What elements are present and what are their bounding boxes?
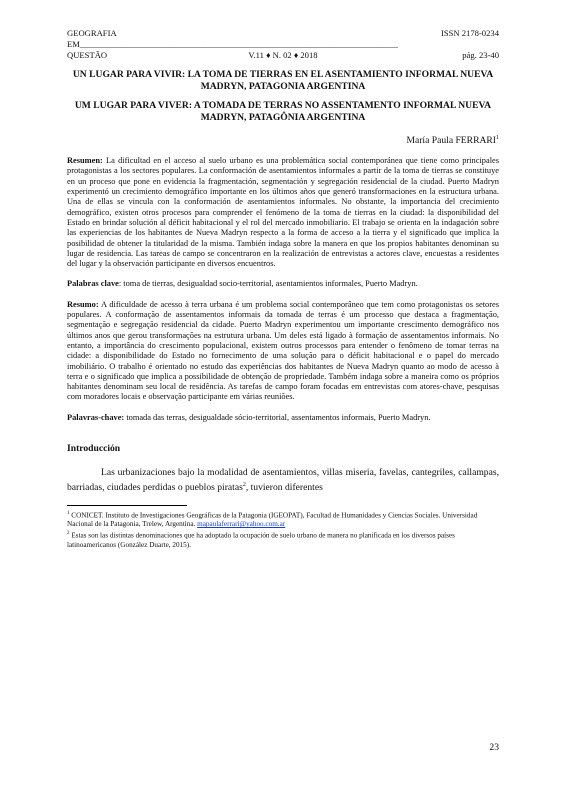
journal-name-line2: EM__________________________________________________________________________ — [67, 39, 398, 49]
intro-paragraph — [67, 466, 499, 495]
article-title-portuguese: UM LUGAR PARA VIVER: A TOMADA DE TERRAS NO ASSENTAMENTO INFORMAL NUEVA MADRYN, PATAGÔNIA ARGENTINA — [74, 100, 492, 123]
article-title-spanish: UN LUGAR PARA VIVIR: LA TOMA DE TIERRAS EN EL ASENTAMIENTO INFORMAL NUEVA MADRYN, PATAGONIA ARGENTINA — [72, 69, 494, 92]
abstract-portuguese — [67, 300, 499, 403]
footnote-1-text: CONICET. Instituto de Investigaciones Geográficas de la Patagonia (IGEOPAT), Facultad de Humanidades y Ciencias Sociales. Universidad Nacional de la Patagonia, Trelew, Argentina. — [67, 511, 478, 529]
abstract-portuguese-label: Resumo: — [67, 299, 99, 309]
keywords-spanish-label: Palabras clave — [67, 279, 119, 289]
intro-text-before: Las urbanizaciones bajo la modalidad de asentamientos, villas miseria, favelas, cantegriles, callampas, barriadas, ciudades perdidas o pueblos piratas — [67, 467, 499, 494]
footnote-2-text: Estas son las distintas denominaciones que ha adoptado la ocupación de suelo urbano de manera no planificada en los diversos países latinoamericanos (González Duarte, 2015). — [67, 531, 455, 549]
page-content — [67, 28, 499, 550]
intro-footnote-mark: 2 — [242, 482, 246, 489]
footnote-2-mark: 2 — [67, 531, 70, 537]
keywords-portuguese-text: tomada das terras, desigualdade sócio-territorial, assentamentos informais, Puerto Madryn. — [124, 412, 431, 422]
abstract-spanish-text: La dificultad en el acceso al suelo urbano es una problemática social contemporánea que tiene como principales protagonistas a los sectores populares. La conformación de asentamientos informales a partir de la toma de tierras se constituye en un proceso que pone en evidencia la fragmentación, segmentación y segregación residencial de la ciudad. Puerto Madryn experimentó un crecimiento demográfico importante en los últimos años que generó transformaciones en la estructura urbana. Una de ellas se vincula con la conformación de asentamientos informales. No obstante, la importancia del crecimiento demográfico, existen otros procesos para comprender el fenómeno de la toma de tierras en la ciudad: la disponibilidad del Estado en brindar solución al déficit habitacional y el rol del mercado inmobiliario. El trabajo se orienta en la indagación sobre las experiencias de los habitantes de Nueva Madryn respecto a la forma de acceso a la tierra y el significado que implica la posibilidad de obtener la titularidad de la misma. También indaga sobre la manera en que los propios habitantes denominan su lugar de residencia. Las tareas de campo se concentraron en la realización de entrevistas a actores clave, encuestas a residentes del lugar y la observación participante en diversos encuentros. — [67, 156, 499, 269]
author-line — [67, 135, 499, 146]
abstract-spanish-label: Resumen: — [67, 156, 103, 166]
footnote-1 — [67, 509, 499, 530]
author-email-link[interactable]: mapaulaferrari@yahoo.com.ar — [197, 520, 286, 529]
journal-header — [67, 28, 499, 61]
volume-issue: V.11 ♦ N. 02 ♦ 2018 — [248, 50, 318, 60]
footnote-2 — [67, 529, 499, 550]
page-range: pág. 23-40 — [462, 50, 499, 60]
author-name: María Paula FERRARI — [406, 135, 496, 147]
footnote-1-mark: 1 — [67, 510, 70, 516]
footnote-separator — [67, 505, 187, 506]
intro-text-after: , tuvieron diferentes — [245, 482, 323, 494]
keywords-spanish — [67, 279, 499, 289]
author-footnote-mark: 1 — [496, 135, 499, 141]
journal-name-line1: GEOGRAFIA — [67, 28, 117, 38]
keywords-portuguese — [67, 413, 499, 423]
keywords-portuguese-label: Palavras-chave: — [67, 412, 125, 422]
abstract-portuguese-text: A dificuldade de acesso à terra urbana é um problema social contemporâneo que tem como protagonistas os setores populares. A conformação de assentamentos informais da tomada de terras é um processo que destaca a fragmentação, segmentação e segregação residencial da cidade. Puerto Madryn experimentou um importante crescimento demográfico nos últimos anos que gerou transformações na estrutura urbana. Um deles está ligado à formação de assentamentos informais. No entanto, a importância do crescimento populacional, existem outros processos para entender o fenômeno de tomar terras na cidade: a disponibilidade do Estado no fornecimento de uma solução para o déficit habitacional e o papel do mercado imobiliário. O trabalho é orientado no estudo das experiências dos habitantes de Nueva Madryn quanto ao modo de acesso à terra e o significado que implica a possibilidade de obtenção de propriedade. Também indaga sobre a maneira como os próprios habitantes denominam seu local de residência. As tarefas de campo foram focadas em entrevistas com atores-chave, pesquisas com moradores locais e observação participante em várias reuniões. — [67, 299, 499, 402]
abstract-spanish — [67, 156, 499, 269]
journal-name-line3: QUESTÃO — [67, 50, 108, 60]
page-number: 23 — [489, 742, 499, 753]
issn-label: ISSN 2178-0234 — [440, 28, 499, 38]
section-title: Introducción — [67, 443, 121, 455]
keywords-spanish-text: : toma de tierras, desigualdad socio-territorial, asentamientos informales, Puerto Madryn. — [118, 279, 418, 289]
